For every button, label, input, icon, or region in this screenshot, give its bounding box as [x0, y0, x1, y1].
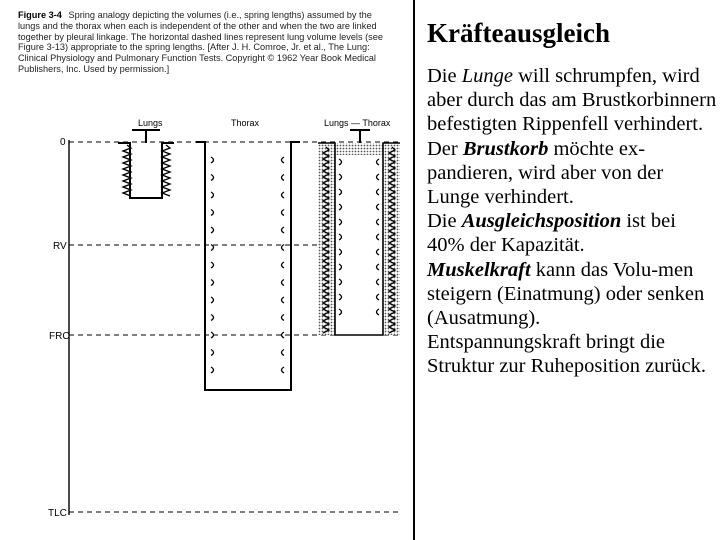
paragraph-brustkorb: Der Brustkorb möchte ex-pandieren, wird aber von der Lunge verhindert. [427, 137, 664, 209]
divider-line [413, 0, 415, 540]
spring-coil [282, 210, 285, 216]
level-label-tlc: TLC [48, 508, 67, 519]
column-label-thorax: Thorax [231, 118, 260, 128]
spring-coil [211, 192, 214, 198]
figure-label: Figure 3-4 [18, 10, 62, 20]
spring-coil [211, 157, 214, 163]
spring-coil [282, 227, 285, 233]
level-label-frc: FRC [49, 331, 70, 342]
paragraph-lunge: Die Lunge will schrumpfen, wird aber durch das am Brustkorbinnern befestigten Rippenfell verhindert. [427, 65, 717, 136]
emphasis-muskelkraft: Muskelkraft [427, 258, 531, 281]
spring-coil [282, 157, 285, 163]
lungs-spring-model [118, 130, 174, 198]
spring-coil [282, 245, 285, 251]
slide-title: Kräfteausgleich [427, 18, 610, 48]
level-label-rv: RV [53, 241, 67, 252]
paragraph-entspannung: Entspannungskraft bringt die Struktur zur Ruheposition zurück. [427, 331, 706, 378]
spring-coil [211, 332, 214, 338]
spring-coil [211, 210, 214, 216]
spring-coil [282, 315, 285, 321]
spring-coil [282, 350, 285, 356]
spring-coil [211, 175, 214, 181]
spring-coil [211, 350, 214, 356]
spring-coil [282, 297, 285, 303]
column-label-lungs-thorax: Lungs — Thorax [324, 118, 391, 128]
spring-coil [211, 245, 214, 251]
emphasis-ausgleich: Ausgleichsposition [461, 210, 622, 233]
spring-coil [211, 280, 214, 286]
paragraph-ausgleich: Die Ausgleichsposition ist bei 40% der Kapazität. [427, 210, 676, 257]
slide-text-panel [427, 16, 717, 379]
spring-coil [282, 175, 285, 181]
spring-coil [282, 280, 285, 286]
spring-coil [162, 145, 170, 196]
spring-coil [211, 367, 214, 373]
column-label-lungs: Lungs [138, 118, 163, 128]
spring-coil [211, 297, 214, 303]
spring-coil [282, 262, 285, 268]
emphasis-brustkorb: Brustkorb [462, 137, 549, 160]
spring-coil [282, 332, 285, 338]
spring-coil [282, 367, 285, 373]
spring-coil [211, 262, 214, 268]
emphasis-lunge: Lunge [461, 65, 513, 87]
combined-spring-model [318, 130, 400, 335]
spring-coil [211, 315, 214, 321]
level-label-0: 0 [60, 137, 66, 148]
thorax-spring-model [196, 142, 300, 390]
spring-coil [282, 192, 285, 198]
paragraph-muskelkraft: Muskelkraft kann das Volu-men steigern (Einatmung) oder senken (Ausatmung). [427, 258, 705, 330]
spring-coil [211, 227, 214, 233]
figure-caption-text: Spring analogy depicting the volumes (i.e., spring lengths) assumed by the lungs and the thorax when each is independent of the other and when the two are linked together by pleural linkage. The horizontal dashed lines represent lung volume levels (see Figure 3-13) appropriate to the spring lengths. [After J. H. Comroe, Jr. et al., The Lung: Clinical Physiology and Pulmonary Function Tests. Copyright © 1962 Year Book Medical Publishers, Inc. Used by permission.] [18, 10, 383, 74]
